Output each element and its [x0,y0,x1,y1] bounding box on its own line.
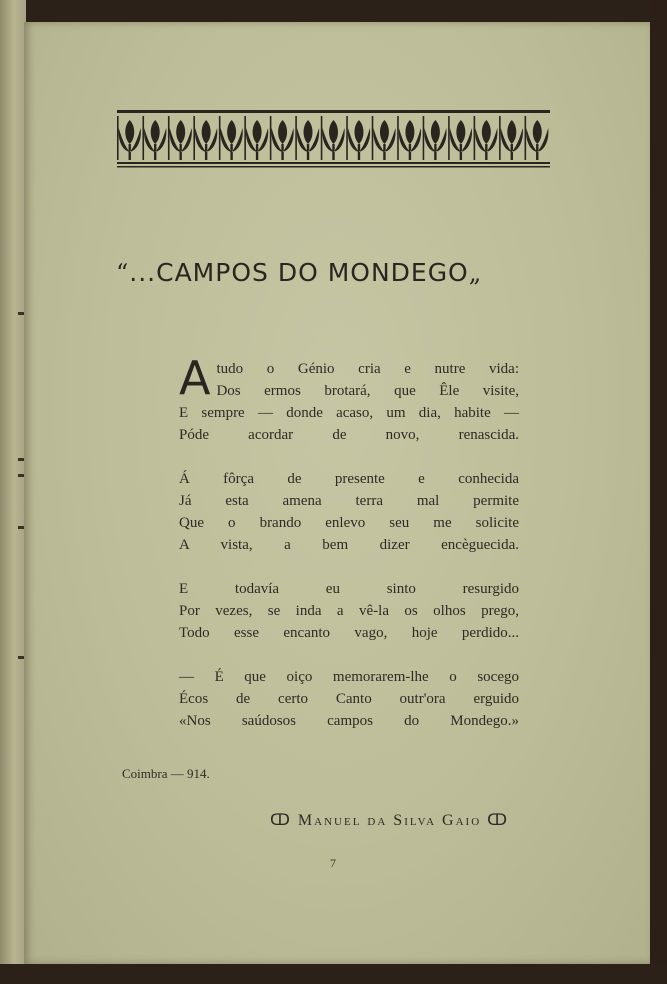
poem-line: Póde acordar de novo, renascida. [179,427,519,443]
tulip-ornament-motif [119,120,141,160]
tulip-ornament-motif [399,120,421,160]
poem-title [116,258,576,287]
scan-bottom-edge [0,964,667,984]
title-open-quote: “ [116,259,130,287]
tulip-ornament-motif [220,120,242,160]
tulip-ornament-motif [246,120,268,160]
tulip-ornament-motif [475,120,497,160]
place-date: Coimbra — 914. [122,766,210,781]
title-close-quote: „ [468,259,483,287]
author-signature [270,810,509,830]
poem-line: A vista, a bem dizer encèguecida. [179,537,519,553]
poem-line: Dos ermos brotará, que Êle visite, [216,383,519,399]
poem-line: Já esta amena terra mal permite [179,493,519,509]
tulip-ornament-motif [195,120,217,160]
page-number: 7 [330,856,336,870]
stanza [179,578,519,644]
poem-line: Que o brando enlevo seu me solicite [179,515,519,531]
tulip-ornament-motif [271,120,293,160]
tulip-ornament-motif [170,120,192,160]
tulip-ornament-motif [322,120,344,160]
poem-line: Todo esse encanto vago, hoje perdido... [179,625,519,641]
poem-line: «Nos saúdosos campos do Mondego.» [179,713,519,729]
poem-body [179,351,519,754]
decorative-header-ornament [117,110,550,168]
author-name: Manuel da Silva Gaio [297,812,482,829]
scan-right-edge [650,0,667,984]
poem-line: E sempre — donde acaso, um dia, habite — [179,405,519,421]
book-page [24,22,650,964]
poem-line: Écos de certo Canto outr'ora erguido [179,691,519,707]
drop-cap: A [179,351,211,405]
poem-line: tudo o Génio cria e nutre vida: [216,361,519,377]
poem-line: — É que oiço memorarem-lhe o socego [179,669,519,685]
stanza [179,468,519,556]
tulip-ornament-motif [450,120,472,160]
stanza [179,351,519,446]
poem-line: Por vezes, se inda a vê-la os olhos prego, [179,603,519,619]
ornament-glyph-right: ↀ [487,812,510,829]
stanza [179,666,519,732]
scan-top-edge [0,0,667,22]
poem-line: Á fôrça de presente e conhecida [179,471,519,487]
tulip-ornament-motif [501,120,523,160]
ornament-glyph-left: ↀ [270,812,292,829]
tulip-ornament-motif [144,120,166,160]
left-page-edge [0,0,26,984]
poem-line: E todavía eu sinto resurgido [179,581,519,597]
title-text: ...CAMPOS DO MONDEGO [129,258,469,287]
tulip-ornament-motif [373,120,395,160]
tulip-ornament-motif [297,120,319,160]
tulip-ornament-motif [526,120,548,160]
tulip-ornament-motif [348,120,370,160]
tulip-ornament-motif [424,120,446,160]
